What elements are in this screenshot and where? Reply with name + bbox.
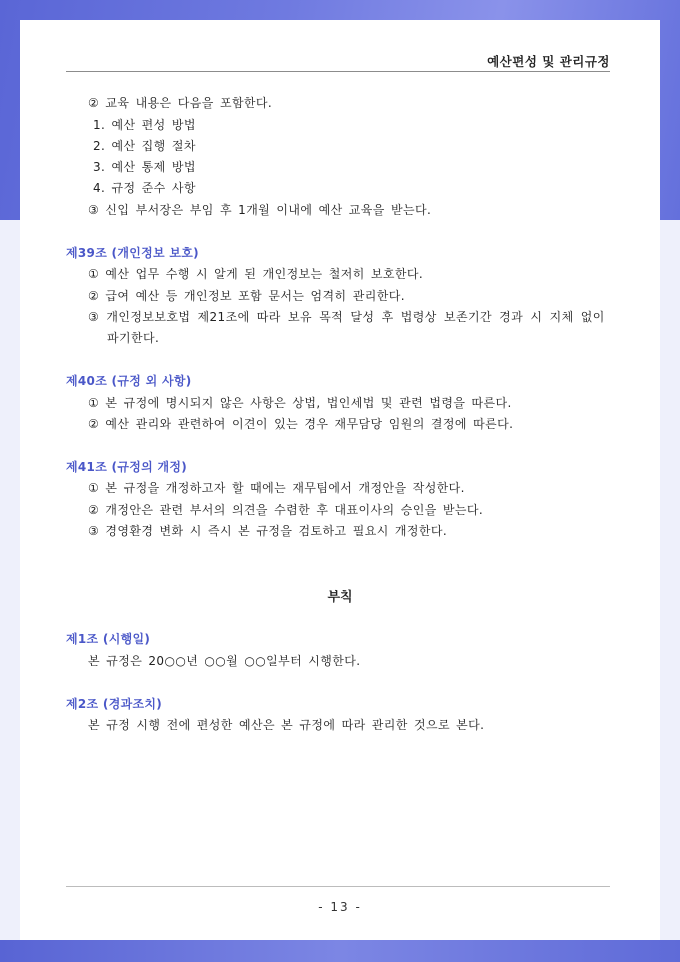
- clause-item: ① 예산 업무 수행 시 알게 된 개인정보는 철저히 보호한다.: [88, 267, 424, 281]
- article-heading-39: 제39조 (개인정보 보호): [66, 246, 199, 260]
- clause-item: ① 본 규정에 명시되지 않은 사항은 상법, 법인세법 및 관련 법령을 따른다.: [88, 396, 512, 410]
- clause-item: ① 본 규정을 개정하고자 할 때에는 재무팀에서 개정안을 작성한다.: [88, 481, 465, 495]
- clause-item: ② 개정안은 관련 부서의 의견을 수렴한 후 대표이사의 승인을 받는다.: [88, 503, 484, 517]
- clause-item: ② 예산 관리와 관련하여 이견이 있는 경우 재무담당 임원의 결정에 따른다.: [88, 417, 514, 431]
- clause-item: ③ 신입 부서장은 부임 후 1개월 이내에 예산 교육을 받는다.: [88, 203, 432, 217]
- document-page: [20, 20, 660, 940]
- list-item: 4. 규정 준수 사항: [93, 181, 196, 195]
- header-divider: [66, 71, 610, 72]
- list-item: 3. 예산 통제 방법: [93, 160, 196, 174]
- article-heading-40: 제40조 (규정 외 사항): [66, 374, 192, 388]
- clause-item: ③ 경영환경 변화 시 즉시 본 규정을 검토하고 필요시 개정한다.: [88, 524, 448, 538]
- footer-divider: [66, 886, 610, 887]
- background-bottom-band: [0, 940, 680, 962]
- addendum-title: 부칙: [327, 590, 353, 605]
- addendum-article-2-text: 본 규정 시행 전에 편성한 예산은 본 규정에 따라 관리한 것으로 본다.: [88, 718, 485, 732]
- addendum-article-1-heading: 제1조 (시행일): [66, 632, 151, 646]
- article-heading-41: 제41조 (규정의 개정): [66, 460, 188, 474]
- list-item: 1. 예산 편성 방법: [93, 118, 196, 132]
- addendum-article-2-heading: 제2조 (경과조치): [66, 697, 163, 711]
- list-item: 2. 예산 집행 절차: [93, 139, 196, 153]
- page-number: - 13 -: [318, 900, 362, 914]
- document-title: 예산편성 및 관리규정: [487, 54, 610, 69]
- clause-item: ③ 개인정보보호법 제21조에 따라 보유 목적 달성 후 법령상 보존기간 경과 시 지체 없이: [88, 310, 605, 324]
- clause-item-continued: 파기한다.: [107, 331, 160, 345]
- clause-item: ② 급여 예산 등 개인정보 포함 문서는 엄격히 관리한다.: [88, 289, 405, 303]
- addendum-article-1-text: 본 규정은 20○○년 ○○월 ○○일부터 시행한다.: [88, 654, 361, 668]
- clause-item: ② 교육 내용은 다음을 포함한다.: [88, 96, 273, 110]
